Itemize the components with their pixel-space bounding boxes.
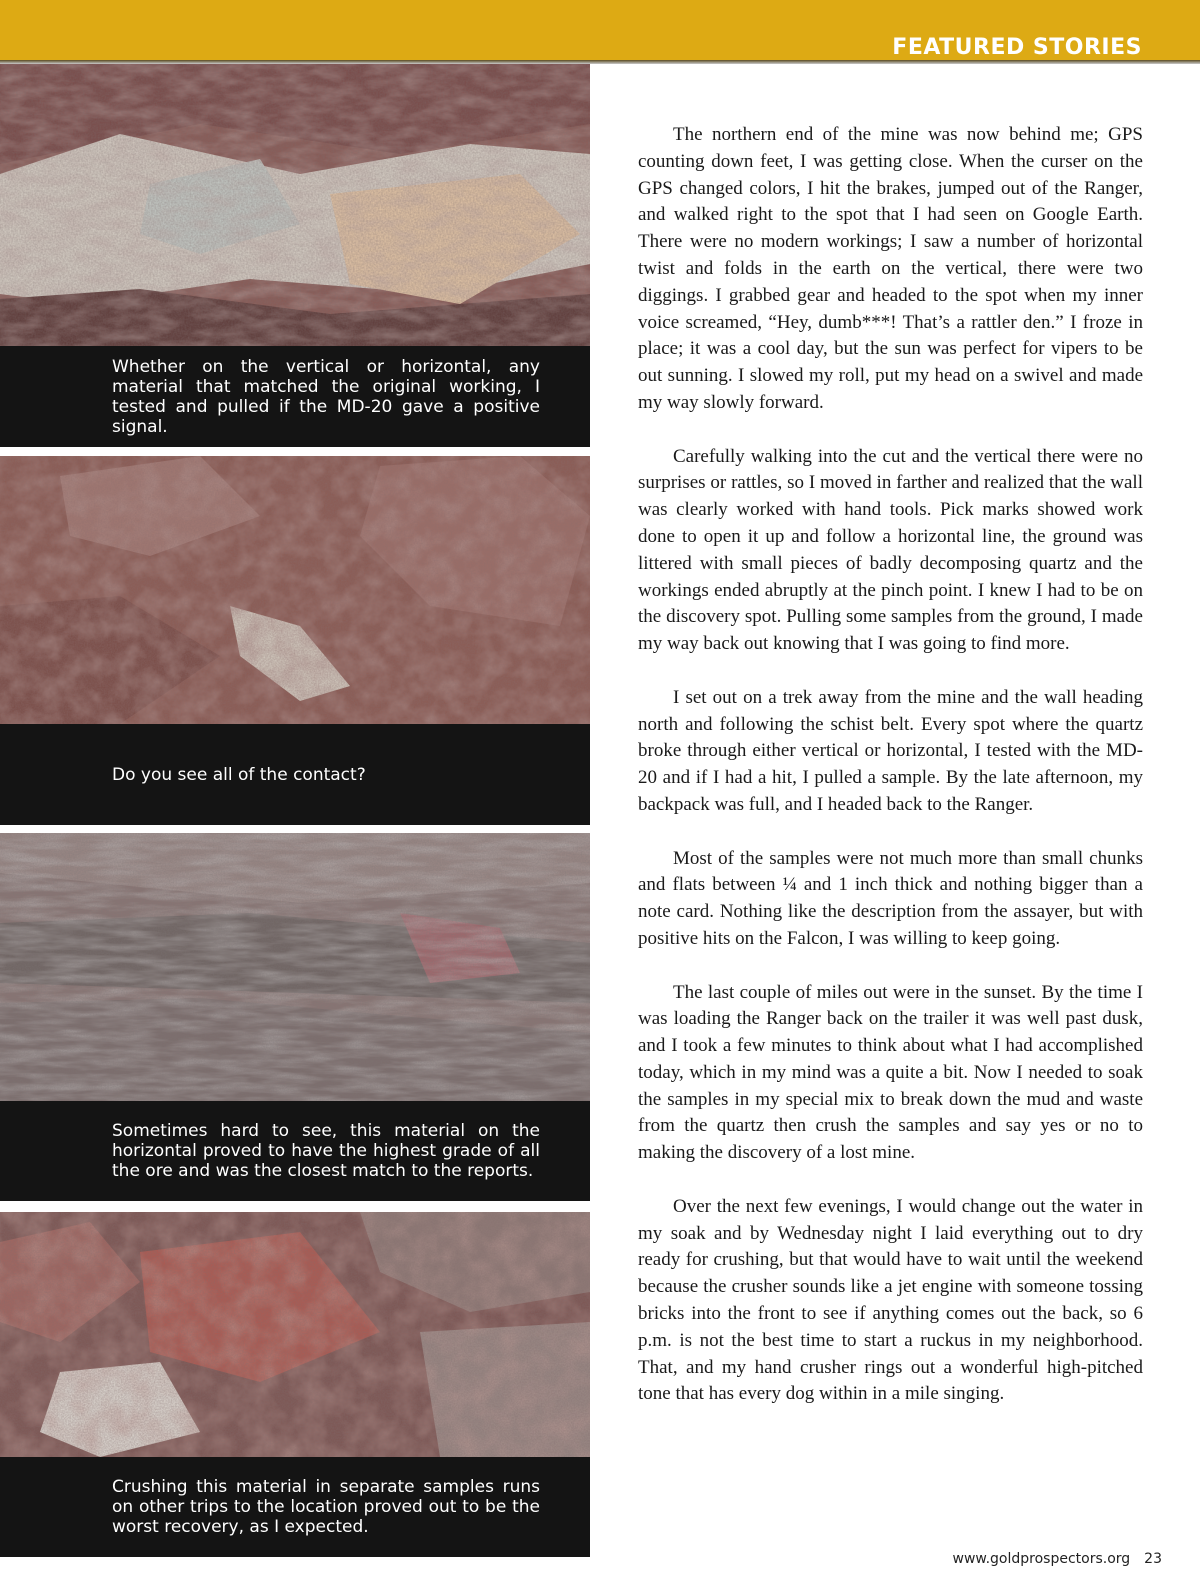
page-footer (953, 1551, 1162, 1567)
photo-2-image (0, 456, 590, 724)
photo-4-caption: Crushing this material in separate samples runs on other trips to the location proved out to be the worst recovery, as I expected. (0, 1457, 590, 1557)
article-paragraph: Carefully walking into the cut and the vertical there were no surprises or rattles, so I moved in farther and realized that the wall was clearly worked with hand tools. Pick marks showed work done to open it up and follow a horizontal line, the ground was littered with small pieces of badly decomposing quartz and the workings ended abruptly at the pinch point. I knew I had to be on the discovery spot. Pulling some samples from the ground, I made my way back out knowing that I was going to find more. (638, 445, 1143, 655)
article-paragraph: The northern end of the mine was now behind me; GPS counting down feet, I was getting close. When the curser on the GPS changed colors, I hit the brakes, jumped out of the Ranger, and walked right to the spot that I had seen on Google Earth. There were no modern workings; I saw a number of horizontal twist and folds in the earth on the vertical, there were two diggings. I grabbed gear and headed to the spot when my inner voice screamed, “Hey, dumb***! That’s a rattler den.” I froze in place; it was a cool day, but the sun was perfect for vipers to be out sunning. I slowed my roll, put my head on a swivel and made my way slowly forward. (638, 124, 1143, 413)
photo-3-caption: Sometimes hard to see, this material on the horizontal proved to have the highest grade of all the ore and was the closest match to the reports. (0, 1101, 590, 1201)
footer-website: www.goldprospectors.org (952, 1551, 1131, 1567)
photo-2-caption: Do you see all of the contact? (0, 724, 590, 825)
article-body (638, 122, 1143, 1435)
photo-1-image (0, 64, 590, 346)
photo-4-image (0, 1212, 590, 1457)
article-paragraph: I set out on a trek away from the mine and the wall heading north and following the schist belt. Every spot where the quartz broke through either vertical or horizontal, I tested with the MD-20 and if I had a hit, I pulled a sample. By the late afternoon, my backpack was full, and I headed back to the Ranger. (638, 686, 1143, 815)
page-number: 23 (1144, 1551, 1162, 1567)
article-paragraph: Over the next few evenings, I would change out the water in my soak and by Wednesday night I laid everything out to dry ready for crushing, but that would have to wait until the weekend because the crusher sounds like a jet engine with someone tossing bricks into the front to see if anything comes out the back, so 6 p.m. is not the best time to start a ruckus in my neighborhood. That, and my hand crusher rings out a wonderful high-pitched tone that has every dog within in a mile singing. (638, 1195, 1143, 1405)
article-paragraph: Most of the samples were not much more than small chunks and flats between ¼ and 1 inch thick and nothing bigger than a note card. Nothing like the description from the assayer, but with positive hits on the Falcon, I was willing to keep going. (638, 847, 1143, 949)
article-paragraph: The last couple of miles out were in the sunset. By the time I was loading the Ranger back on the trailer it was well past dusk, and I took a few minutes to think about what I had accomplished today, which in my mind was a quite a bit. Now I needed to soak the samples in my special mix to break down the mud and waste from the quartz then crush the samples and say yes or no to making the discovery of a lost mine. (638, 981, 1143, 1164)
photo-1-caption: Whether on the vertical or horizontal, any material that matched the original working, I tested and pulled if the MD-20 gave a positive signal. (0, 346, 590, 447)
photo-3-image (0, 833, 590, 1101)
section-title: FEATURED STORIES (892, 35, 1142, 60)
